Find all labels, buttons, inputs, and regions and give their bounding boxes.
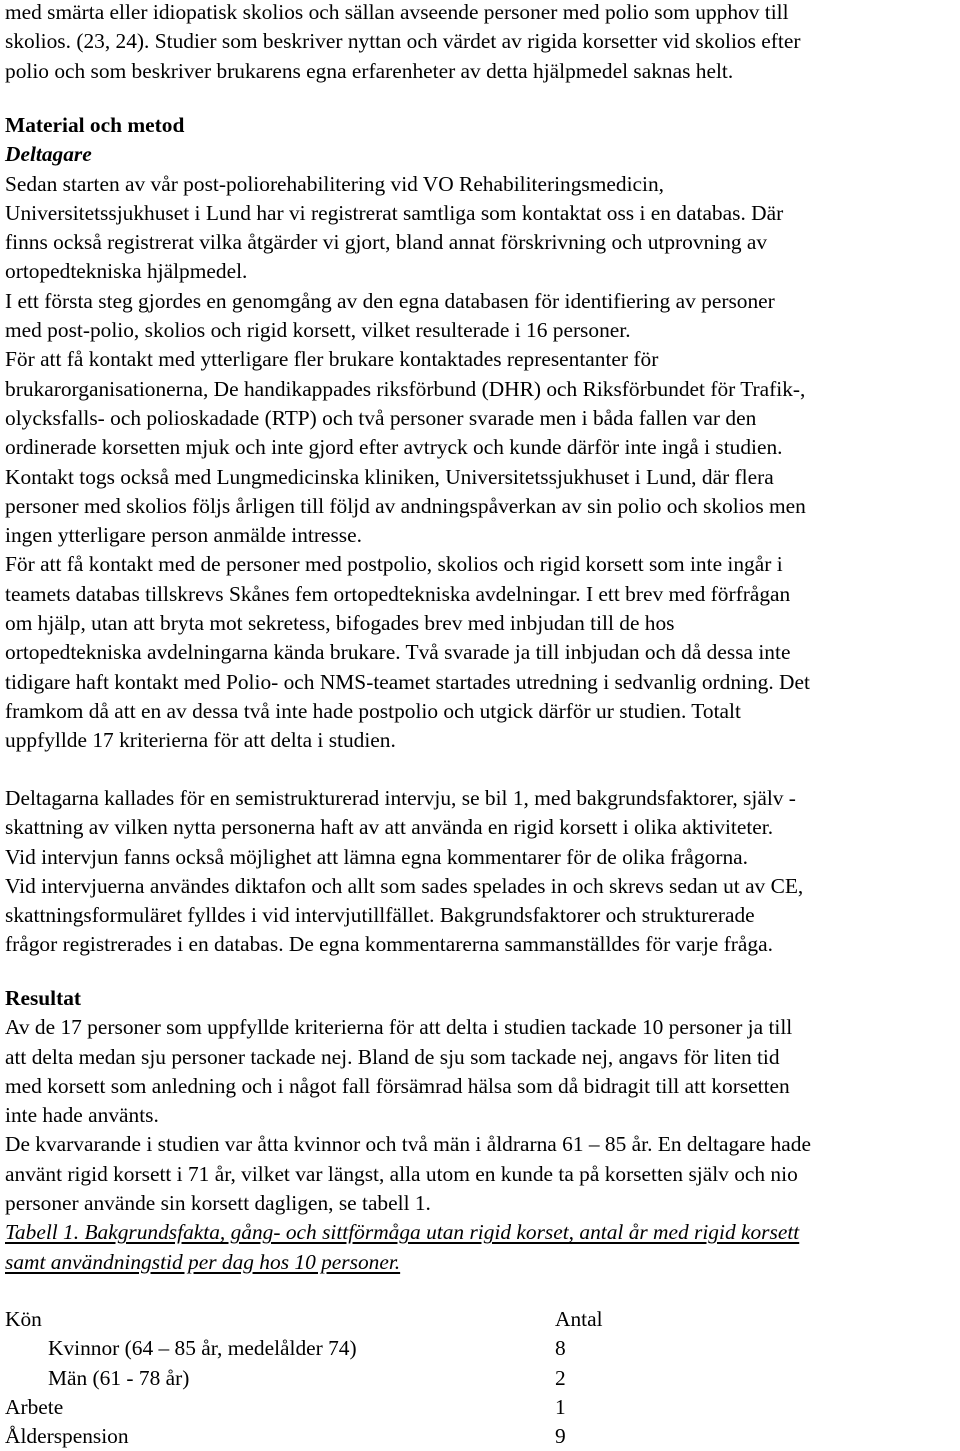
table-cell-value: 1 xyxy=(555,1394,566,1419)
text-line: ingen ytterligare person anmälde intresse. xyxy=(5,523,362,548)
table-cell-value: 2 xyxy=(555,1365,566,1390)
table-header-value: Antal xyxy=(555,1307,603,1331)
text-line: För att få kontakt med ytterligare fler brukare kontaktades representanter för xyxy=(5,347,659,372)
text-line: polio och som beskriver brukarens egna erfarenheter av detta hjälpmedel saknas helt. xyxy=(5,58,734,83)
text-line: personer med skolios följs årligen till följd av andningspåverkan av sin polio och skolios men xyxy=(5,493,806,518)
table-cell-label: Arbete xyxy=(5,1394,64,1419)
text-line: personer använde sin korsett dagligen, se tabell 1. xyxy=(5,1191,431,1216)
table-cell-label: Män (61 - 78 år) xyxy=(48,1365,190,1390)
text-line: använt rigid korsett i 71 år, vilket var längst, alla utom en kunde ta på korsetten själv och nio xyxy=(5,1161,798,1186)
table-row xyxy=(5,1422,705,1451)
text-line: med smärta eller idiopatisk skolios och sällan avseende personer med polio som upphov till xyxy=(5,0,789,24)
table-row xyxy=(5,1334,705,1363)
table-cell-value: 9 xyxy=(555,1424,566,1449)
text-line: Universitetssjukhuset i Lund har vi registrerat samtliga som kontaktat oss i en databas. Där xyxy=(5,200,784,225)
method-section xyxy=(5,111,810,756)
text-line: Vid intervjun fanns också möjlighet att lämna egna kommentarer för de olika frågorna. xyxy=(5,844,748,869)
section-heading-results: Resultat xyxy=(5,986,82,1010)
text-line: skattning av vilken nytta personerna haft av att använda en rigid korsett i olika aktiviteter. xyxy=(5,815,774,840)
text-line: uppfyllde 17 kriterierna för att delta i studien. xyxy=(5,728,396,753)
table-cell-label: Ålderspension xyxy=(5,1424,129,1449)
background-table xyxy=(5,1305,705,1451)
text-line: framkom då att en av dessa två inte hade postpolio och utgick därför ur studien. Totalt xyxy=(5,698,741,723)
text-line: skattningsformuläret fylldes i vid intervjutillfället. Bakgrundsfaktorer och strukturerade xyxy=(5,903,755,928)
table-header-label: Kön xyxy=(5,1307,42,1331)
text-line: Av de 17 personer som uppfyllde kriterierna för att delta i studien tackade 10 personer ja till xyxy=(5,1015,793,1040)
section-heading-method: Material och metod xyxy=(5,113,185,137)
table-cell-value: 8 xyxy=(555,1336,566,1361)
intro-paragraph xyxy=(5,0,800,86)
text-line: finns också registrerat vilka åtgärder vi gjort, bland annat förskrivning och utprovning av xyxy=(5,230,768,255)
table-row xyxy=(5,1393,705,1422)
text-line: Kontakt togs också med Lungmedicinska kliniken, Universitetssjukhuset i Lund, där flera xyxy=(5,464,774,489)
results-section xyxy=(5,984,811,1277)
text-line: att delta medan sju personer tackade nej. Bland de sju som tackade nej, angavs för liten tid xyxy=(5,1044,780,1069)
text-line: skolios. (23, 24). Studier som beskriver nyttan och värdet av rigida korsetter vid skolios efter xyxy=(5,29,801,54)
text-line: med korsett som anledning och i något fall försämrad hälsa som då bidragit till att korsetten xyxy=(5,1073,790,1098)
text-line: ortopedtekniska avdelningarna kända brukare. Två svarade ja till inbjudan och då dessa inte xyxy=(5,640,791,665)
table-row xyxy=(5,1364,705,1393)
text-line: inte hade använts. xyxy=(5,1103,159,1128)
text-line: olycksfalls- och polioskadade (RTP) och två personer svarade men i båda fallen var den xyxy=(5,405,757,430)
subheading-participants: Deltagare xyxy=(5,142,92,167)
text-line: ortopedtekniska hjälpmedel. xyxy=(5,259,248,284)
text-line: tidigare haft kontakt med Polio- och NMS-teamet startades utredning i sedvanlig ordning. Det xyxy=(5,669,810,694)
text-line: om hjälp, utan att bryta mot sekretess, bifogades brev med inbjudan till de hos xyxy=(5,611,675,636)
table-cell-label: Kvinnor (64 – 85 år, medelålder 74) xyxy=(48,1336,357,1361)
text-line: teamets databas tillskrevs Skånes fem ortopedtekniska avdelningar. I ett brev med förfrågan xyxy=(5,581,791,606)
text-line: med post-polio, skolios och rigid korsett, vilket resulterade i 16 personer. xyxy=(5,318,631,343)
table-header-row xyxy=(5,1305,705,1334)
text-line: Vid intervjuerna användes diktafon och allt som sades spelades in och skrevs sedan ut av CE, xyxy=(5,873,804,898)
text-line: För att få kontakt med de personer med postpolio, skolios och rigid korsett som inte ingår i xyxy=(5,552,783,577)
participants-paragraph xyxy=(5,170,810,756)
table-caption: samt användningstid per dag hos 10 personer. xyxy=(5,1249,401,1274)
text-line: brukarorganisationerna, De handikappades riksförbund (DHR) och Riksförbundet för Trafik-, xyxy=(5,376,806,401)
text-line: Deltagarna kallades för en semistrukturerad intervju, se bil 1, med bakgrundsfaktorer, själv - xyxy=(5,786,796,810)
text-line: I ett första steg gjordes en genomgång av den egna databasen för identifiering av personer xyxy=(5,288,775,313)
interview-paragraph xyxy=(5,784,803,960)
text-line: Sedan starten av vår post-poliorehabilitering vid VO Rehabiliteringsmedicin, xyxy=(5,171,664,196)
text-line: De kvarvarande i studien var åtta kvinnor och två män i åldrarna 61 – 85 år. En deltagare hade xyxy=(5,1132,811,1157)
table-caption: Tabell 1. Bakgrundsfakta, gång- och sittförmåga utan rigid korset, antal år med rigid korsett xyxy=(5,1220,800,1245)
text-line: frågor registrerades i en databas. De egna kommentarerna sammanställdes för varje fråga. xyxy=(5,932,773,957)
text-line: ordinerade korsetten mjuk och inte gjord efter avtryck och kunde därför inte ingå i studien. xyxy=(5,435,783,460)
